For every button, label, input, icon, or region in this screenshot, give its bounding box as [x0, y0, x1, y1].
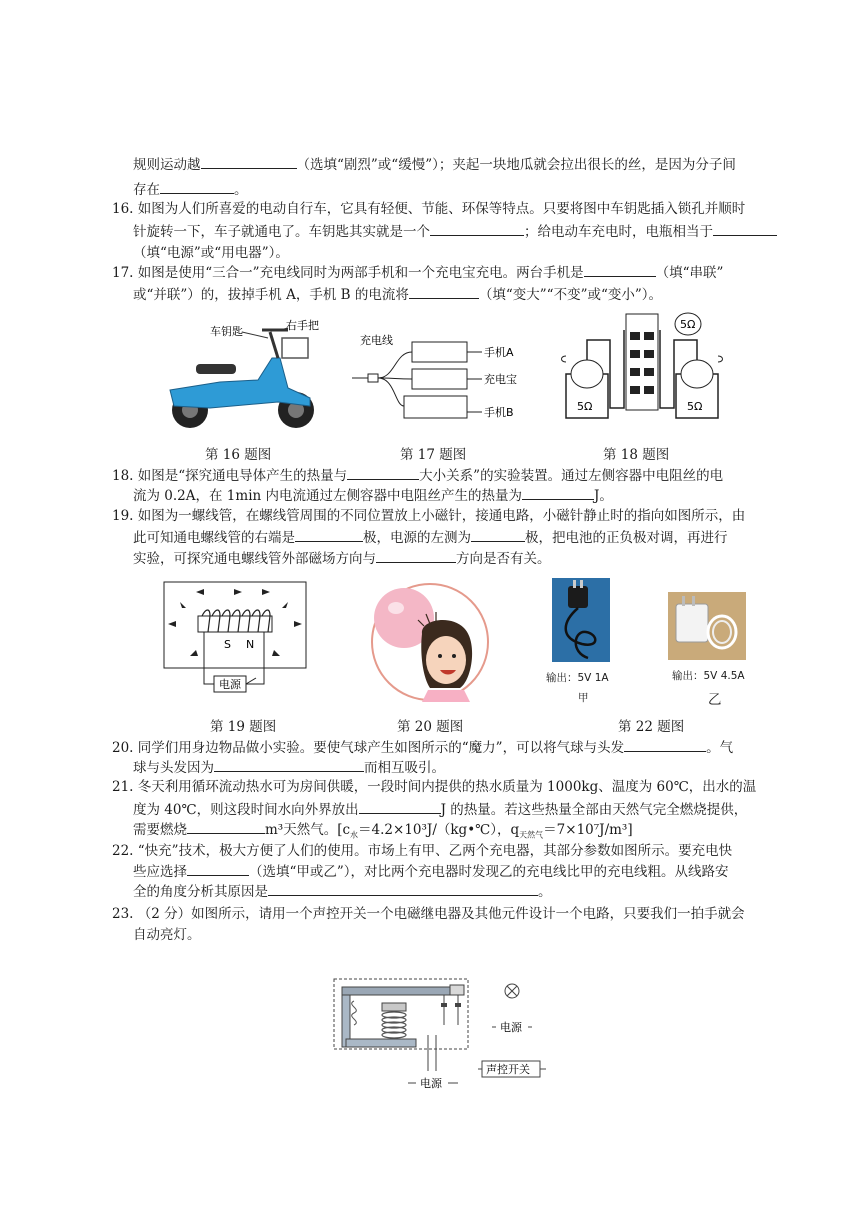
q15-line-1: 规则运动越 （选填“剧烈”或“缓慢”）；夹起一块地瓜就会拉出很长的丝，是因为分子间	[133, 157, 736, 173]
cable-label: 充电线	[360, 334, 393, 347]
q19-line-1: 19. 如图为一螺线管，在螺线管周围的不同位置放上小磁针，接通电路，小磁针静止时的指向如图所示，由	[112, 508, 746, 524]
relay-coil	[382, 1012, 406, 1038]
balloon-hair-photo	[360, 580, 490, 704]
q18-line-2: 流为 0.2A，在 1min 内电流通过左侧容器中电阻丝产生的热量为 J。	[133, 488, 613, 504]
q22-line-1: 22. “快充”技术，极大方便了人们的使用。市场上有甲、乙两个充电器，其部分参数如图所示。要充电快	[112, 843, 733, 859]
charger-a-spec: 输出：5V 1A	[546, 672, 609, 684]
electric-bike-figure	[160, 318, 320, 433]
fig22-caption: 第 22 题图	[618, 719, 685, 735]
q20-line-2: 球与头发因为 而相互吸引。	[133, 760, 445, 776]
q21-line-2: 度为 40℃，则这段时间水向外界放出 J 的热量。若这些热量全部由天然气完全燃烧提供，	[133, 802, 748, 818]
fig17-caption: 第 17 题图	[400, 447, 467, 463]
charger-b-name: 乙	[708, 692, 722, 708]
resistor-right-label: 5Ω	[687, 400, 703, 413]
phone-a-label: 手机A	[484, 346, 514, 359]
power-bank-box	[412, 369, 467, 389]
q22-line-3: 全的角度分析其原因是 。	[133, 884, 552, 900]
q23-line-2: 自动亮灯。	[133, 927, 201, 943]
q17-line-2: 或“并联”）的，拔掉手机 A，手机 B 的电流将 （填“变大”“不变”或“变小”）。	[133, 287, 663, 303]
charger-b-photo	[668, 592, 746, 660]
charger-b-spec: 输出：5V 4.5A	[672, 670, 745, 682]
q19-line-2: 此可知通电螺线管的右端是 极，电源的左测为 极，把电池的正负极对调，再进行	[133, 530, 728, 546]
q16-line-3: （填“电源”或“用电器”）。	[133, 245, 289, 261]
fig18-caption: 第 18 题图	[603, 447, 670, 463]
relay-circuit-figure	[328, 975, 548, 1095]
charging-cable-figure	[350, 330, 530, 430]
resistor-top-label: 5Ω	[680, 318, 696, 331]
phone-b-label: 手机B	[484, 406, 514, 419]
power-source-label: 电源	[219, 678, 241, 691]
north-pole-label: N	[246, 638, 255, 651]
car-key-label: 车钥匙	[210, 325, 243, 338]
phone-b-box	[404, 396, 467, 418]
charger-a-photo	[552, 578, 610, 662]
relay-power-label: 电源	[420, 1077, 442, 1090]
power-bank-label: 充电宝	[484, 373, 517, 386]
solenoid-figure	[160, 578, 310, 698]
fig16-caption: 第 16 题图	[205, 447, 272, 463]
q15-line-2: 存在 。	[133, 182, 248, 198]
q20-line-1: 20. 同学们用身边物品做小实验。要使气球产生如图所示的“魔力”，可以将气球与头发 。气	[112, 740, 734, 756]
q16-line-2: 针旋转一下，车子就通电了。车钥匙其实就是一个 ；给电动车充电时，电瓶相当于	[133, 222, 777, 241]
right-handle-label: 右手把	[286, 319, 319, 332]
q19-line-3: 实验，可探究通电螺线管外部磁场方向与 方向是否有关。	[133, 551, 551, 567]
bike-drawing	[170, 330, 314, 428]
q21-line-3: 需要燃烧 m³天然气。[$c_水=4.2\times 10^3J/(kg•℃)$，$q_{天然气}=7\times 10^7J/m^3$]	[133, 822, 633, 840]
q22-line-2: 些应选择 （选填“甲或乙”），对比两个充电器时发现乙的充电线比甲的充电线粗。从线路安	[133, 864, 729, 880]
sound-switch-label: 声控开关	[486, 1063, 530, 1076]
heat-experiment-figure	[560, 310, 725, 422]
q17-line-1: 17. 如图是使用“三合一”充电线同时为两部手机和一个充电宝充电。两台手机是 （填“串联”	[112, 265, 724, 281]
q16-line-1: 16. 如图为人们所喜爱的电动自行车，它具有轻便、节能、环保等特点。只要将图中车钥匙插入锁孔并顺时	[112, 201, 746, 217]
fig19-caption: 第 19 题图	[210, 719, 277, 735]
south-pole-label: S	[224, 638, 231, 651]
q18-line-1: 18. 如图是“探究通电导体产生的热量与 大小关系”的实验装置。通过左侧容器中电阻丝的电	[112, 468, 724, 484]
resistor-left-label: 5Ω	[577, 400, 593, 413]
q21-line-1: 21. 冬天利用循环流动热水可为房间供暖，一段时间内提供的热水质量为 1000kg、温度为 60℃，出水的温	[112, 779, 757, 795]
fig20-caption: 第 20 题图	[397, 719, 464, 735]
phone-a-box	[412, 342, 467, 362]
charger-a-name: 甲	[578, 692, 589, 704]
q23-line-1: 23. （2 分）如图所示，请用一个声控开关一个电磁继电器及其他元件设计一个电路，只要我们一拍手就会	[112, 906, 745, 922]
lamp-power-label: 电源	[500, 1021, 522, 1034]
girl-face	[426, 636, 466, 684]
